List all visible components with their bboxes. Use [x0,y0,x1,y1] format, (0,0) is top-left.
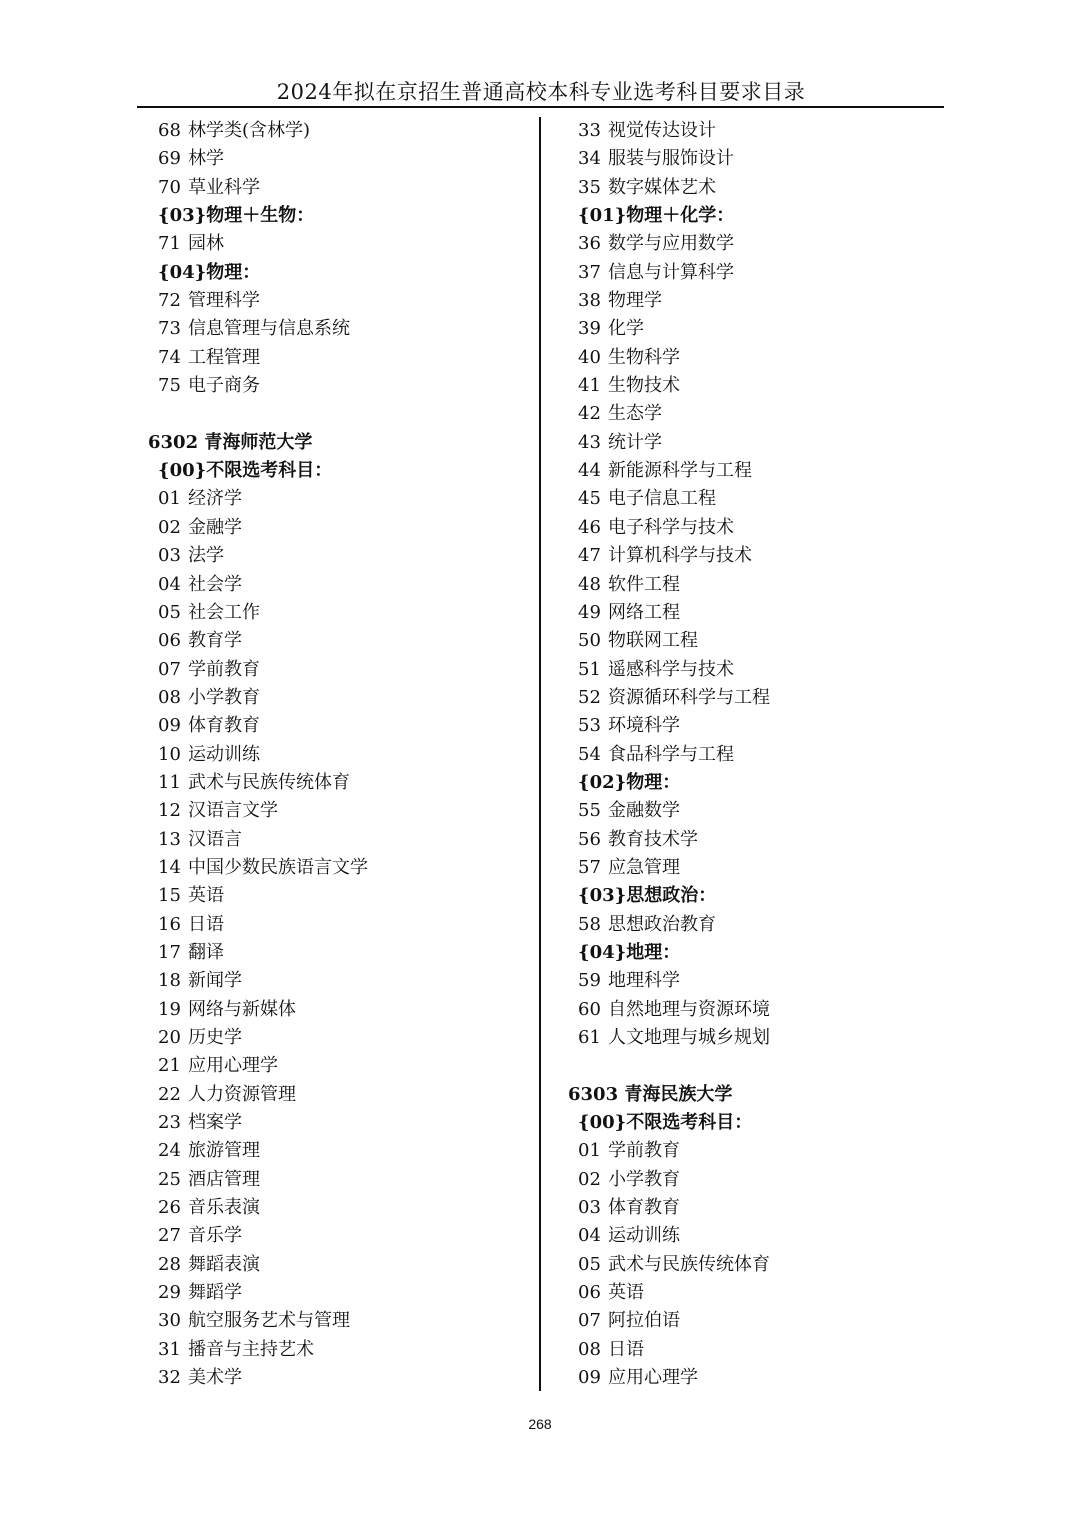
major-code: 42 [578,403,601,425]
major-code: 05 [158,601,181,623]
subject-requirement-heading: {00}不限选考科目： [578,1112,753,1134]
major-name: 社会学 [188,573,242,595]
major-code: 50 [578,630,601,652]
major-name: 日语 [188,913,224,935]
major-name: 英语 [608,1282,644,1304]
major-item [568,571,938,599]
major-code: 01 [578,1140,601,1162]
major-item [568,542,938,570]
major-name: 生态学 [608,403,662,425]
major-item [148,117,528,145]
major-code: 22 [158,1083,181,1105]
major-name: 武术与民族传统体育 [608,1253,770,1275]
major-item [148,344,528,372]
major-name: 应用心理学 [188,1055,278,1077]
major-code: 61 [578,1027,601,1048]
major-name: 数字媒体艺术 [608,176,716,198]
major-item [568,1364,938,1392]
major-code: 57 [578,856,601,878]
major-code: 70 [158,176,181,198]
major-name: 物联网工程 [608,630,698,652]
major-name: 小学教育 [188,686,260,708]
major-item [148,1024,528,1052]
major-item [568,230,938,258]
major-name: 物理学 [608,290,662,312]
major-item [148,1052,528,1080]
major-code: 32 [158,1367,181,1389]
subject-requirement-heading: {03}思想政治： [578,885,717,907]
major-code: 35 [578,176,601,198]
major-item [568,911,938,939]
major-code: 74 [158,346,181,368]
major-name: 教育学 [188,630,242,652]
major-item [148,939,528,967]
major-code: 03 [158,545,181,567]
major-code: 68 [158,120,181,141]
major-item [148,1279,528,1307]
major-item [568,599,938,627]
major-name: 历史学 [188,1027,242,1048]
major-code: 47 [578,545,601,567]
major-name: 经济学 [188,488,242,510]
major-code: 04 [158,573,181,595]
major-name: 计算机科学与技术 [608,545,752,567]
major-code: 39 [578,318,601,340]
major-code: 15 [158,885,181,907]
major-name: 美术学 [188,1367,242,1389]
major-item [148,485,528,513]
major-code: 23 [158,1112,181,1134]
major-code: 72 [158,290,181,312]
school-heading: 6303 青海民族大学 [568,1083,733,1105]
major-code: 29 [158,1282,181,1304]
major-item [148,712,528,740]
major-code: 44 [578,460,601,482]
major-code: 55 [578,800,601,822]
major-code: 19 [158,998,181,1020]
major-name: 日语 [608,1338,644,1360]
major-code: 52 [578,686,601,708]
major-name: 工程管理 [188,346,260,368]
major-name: 服装与服饰设计 [608,148,734,170]
major-item [568,1279,938,1307]
major-name: 生物技术 [608,375,680,397]
major-code: 08 [158,686,181,708]
major-item [148,996,528,1024]
major-item [148,797,528,825]
major-item [568,684,938,712]
major-name: 视觉传达设计 [608,120,716,141]
major-item [148,882,528,910]
major-name: 体育教育 [188,715,260,737]
major-code: 69 [158,148,181,170]
major-item [568,627,938,655]
major-name: 英语 [188,885,224,907]
major-name: 社会工作 [188,601,260,623]
major-item [148,1109,528,1137]
major-item [568,1222,938,1250]
major-name: 草业科学 [188,176,260,198]
major-code: 54 [578,743,601,765]
major-code: 21 [158,1055,181,1077]
major-name: 人文地理与城乡规划 [608,1027,770,1048]
major-code: 02 [158,516,181,538]
major-name: 舞蹈学 [188,1282,242,1304]
major-item [568,1307,938,1335]
page-title: 2024年拟在京招生普通高校本科专业选考科目要求目录 [276,80,806,104]
major-item [148,741,528,769]
major-code: 05 [578,1253,601,1275]
major-item [568,400,938,428]
major-code: 41 [578,375,601,397]
major-name: 生物科学 [608,346,680,368]
major-code: 12 [158,800,181,822]
major-name: 林学 [188,148,224,170]
major-code: 58 [578,913,601,935]
major-item [568,174,938,202]
major-name: 汉语言文学 [188,800,278,822]
major-code: 10 [158,743,181,765]
major-code: 46 [578,516,601,538]
major-code: 28 [158,1253,181,1275]
major-code: 20 [158,1027,181,1048]
major-item [148,826,528,854]
major-name: 遥感科学与技术 [608,658,734,680]
major-item [568,656,938,684]
major-name: 音乐表演 [188,1197,260,1219]
major-name: 中国少数民族语言文学 [188,856,368,878]
major-item [148,769,528,797]
page-number: 268 [528,1416,552,1432]
major-item [148,684,528,712]
major-name: 翻译 [188,941,224,963]
major-name: 网络与新媒体 [188,998,296,1020]
major-item [148,230,528,258]
school-heading: 6302 青海师范大学 [148,431,313,453]
major-item [568,259,938,287]
major-item [568,712,938,740]
subject-requirement-heading: {04}物理： [158,261,261,283]
major-name: 资源循环科学与工程 [608,686,770,708]
major-name: 阿拉伯语 [608,1310,680,1332]
major-item [568,514,938,542]
major-item [148,287,528,315]
major-code: 09 [578,1367,601,1389]
major-name: 思想政治教育 [608,913,716,935]
major-name: 金融学 [188,516,242,538]
spacer [568,1052,938,1080]
major-code: 37 [578,261,601,283]
major-code: 49 [578,601,601,623]
major-item [568,826,938,854]
major-item [148,911,528,939]
subject-requirement-heading: {00}不限选考科目： [158,460,333,482]
major-code: 53 [578,715,601,737]
major-name: 教育技术学 [608,828,698,850]
major-code: 71 [158,233,181,255]
major-code: 73 [158,318,181,340]
major-item [568,1024,938,1052]
major-name: 运动训练 [608,1225,680,1247]
major-item [148,1222,528,1250]
major-code: 34 [578,148,601,170]
major-name: 信息管理与信息系统 [188,318,350,340]
subject-requirement-heading: {03}物理＋生物： [158,205,315,227]
major-code: 31 [158,1338,181,1360]
major-name: 金融数学 [608,800,680,822]
major-name: 汉语言 [188,828,242,850]
major-name: 食品科学与工程 [608,743,734,765]
major-item [568,1166,938,1194]
major-name: 信息与计算科学 [608,261,734,283]
major-item [568,145,938,173]
major-code: 06 [158,630,181,652]
major-name: 舞蹈表演 [188,1253,260,1275]
major-item [148,967,528,995]
major-code: 14 [158,856,181,878]
major-code: 16 [158,913,181,935]
major-name: 数学与应用数学 [608,233,734,255]
major-code: 13 [158,828,181,850]
major-item [568,287,938,315]
major-item [568,117,938,145]
major-item [568,457,938,485]
major-code: 45 [578,488,601,510]
major-name: 林学类(含林学) [188,120,311,141]
major-item [568,741,938,769]
major-code: 01 [158,488,181,510]
major-name: 自然地理与资源环境 [608,998,770,1020]
major-name: 档案学 [188,1112,242,1134]
major-code: 51 [578,658,601,680]
major-name: 电子信息工程 [608,488,716,510]
major-name: 网络工程 [608,601,680,623]
major-code: 07 [158,658,181,680]
major-name: 酒店管理 [188,1168,260,1190]
major-code: 09 [158,715,181,737]
spacer [148,400,528,428]
major-item [148,1166,528,1194]
major-item [568,1251,938,1279]
major-item [568,485,938,513]
major-item [148,656,528,684]
major-code: 48 [578,573,601,595]
major-name: 园林 [188,233,224,255]
major-name: 应急管理 [608,856,680,878]
major-item [148,514,528,542]
major-item [568,1194,938,1222]
major-item [568,967,938,995]
major-code: 43 [578,431,601,453]
major-item [148,599,528,627]
major-item [568,854,938,882]
major-name: 学前教育 [188,658,260,680]
major-item [148,145,528,173]
major-name: 旅游管理 [188,1140,260,1162]
column-divider [539,117,541,1391]
major-code: 26 [158,1197,181,1219]
major-item [148,1137,528,1165]
major-code: 08 [578,1338,601,1360]
major-code: 75 [158,375,181,397]
major-item [148,627,528,655]
subject-requirement-heading: {01}物理＋化学： [578,205,735,227]
major-name: 环境科学 [608,715,680,737]
subject-requirement-heading: {04}地理： [578,941,681,963]
major-name: 软件工程 [608,573,680,595]
major-item [148,571,528,599]
major-name: 应用心理学 [608,1367,698,1389]
major-name: 电子科学与技术 [608,516,734,538]
major-name: 电子商务 [188,375,260,397]
major-item [148,1251,528,1279]
major-name: 运动训练 [188,743,260,765]
major-name: 体育教育 [608,1197,680,1219]
major-name: 航空服务艺术与管理 [188,1310,350,1332]
major-code: 17 [158,941,181,963]
major-code: 36 [578,233,601,255]
major-code: 06 [578,1282,601,1304]
major-name: 武术与民族传统体育 [188,771,350,793]
major-code: 02 [578,1168,601,1190]
header-rule [137,106,944,108]
major-name: 播音与主持艺术 [188,1338,314,1360]
major-code: 11 [158,771,181,793]
major-name: 化学 [608,318,644,340]
major-item [568,372,938,400]
major-item [148,542,528,570]
major-item [148,1336,528,1364]
major-code: 38 [578,290,601,312]
major-item [568,315,938,343]
major-code: 24 [158,1140,181,1162]
major-name: 统计学 [608,431,662,453]
subject-requirement-heading: {02}物理： [578,771,681,793]
major-item [568,1137,938,1165]
major-item [568,797,938,825]
major-code: 18 [158,970,181,992]
major-code: 40 [578,346,601,368]
major-item [148,315,528,343]
major-code: 07 [578,1310,601,1332]
major-name: 地理科学 [608,970,680,992]
major-name: 学前教育 [608,1140,680,1162]
major-item [148,1081,528,1109]
major-name: 管理科学 [188,290,260,312]
major-item [148,1307,528,1335]
major-item [568,996,938,1024]
major-name: 小学教育 [608,1168,680,1190]
major-name: 人力资源管理 [188,1083,296,1105]
major-item [148,1364,528,1392]
major-code: 33 [578,120,601,141]
right-column [568,117,938,1392]
major-code: 60 [578,998,601,1020]
left-column [148,117,528,1392]
major-name: 新能源科学与工程 [608,460,752,482]
major-code: 56 [578,828,601,850]
major-code: 03 [578,1197,601,1219]
major-item [568,1336,938,1364]
major-code: 04 [578,1225,601,1247]
major-name: 音乐学 [188,1225,242,1247]
major-item [568,429,938,457]
major-name: 新闻学 [188,970,242,992]
major-item [148,854,528,882]
major-item [148,174,528,202]
major-name: 法学 [188,545,224,567]
major-code: 25 [158,1168,181,1190]
major-code: 30 [158,1310,181,1332]
major-item [148,1194,528,1222]
major-item [148,372,528,400]
major-item [568,344,938,372]
major-code: 59 [578,970,601,992]
major-code: 27 [158,1225,181,1247]
